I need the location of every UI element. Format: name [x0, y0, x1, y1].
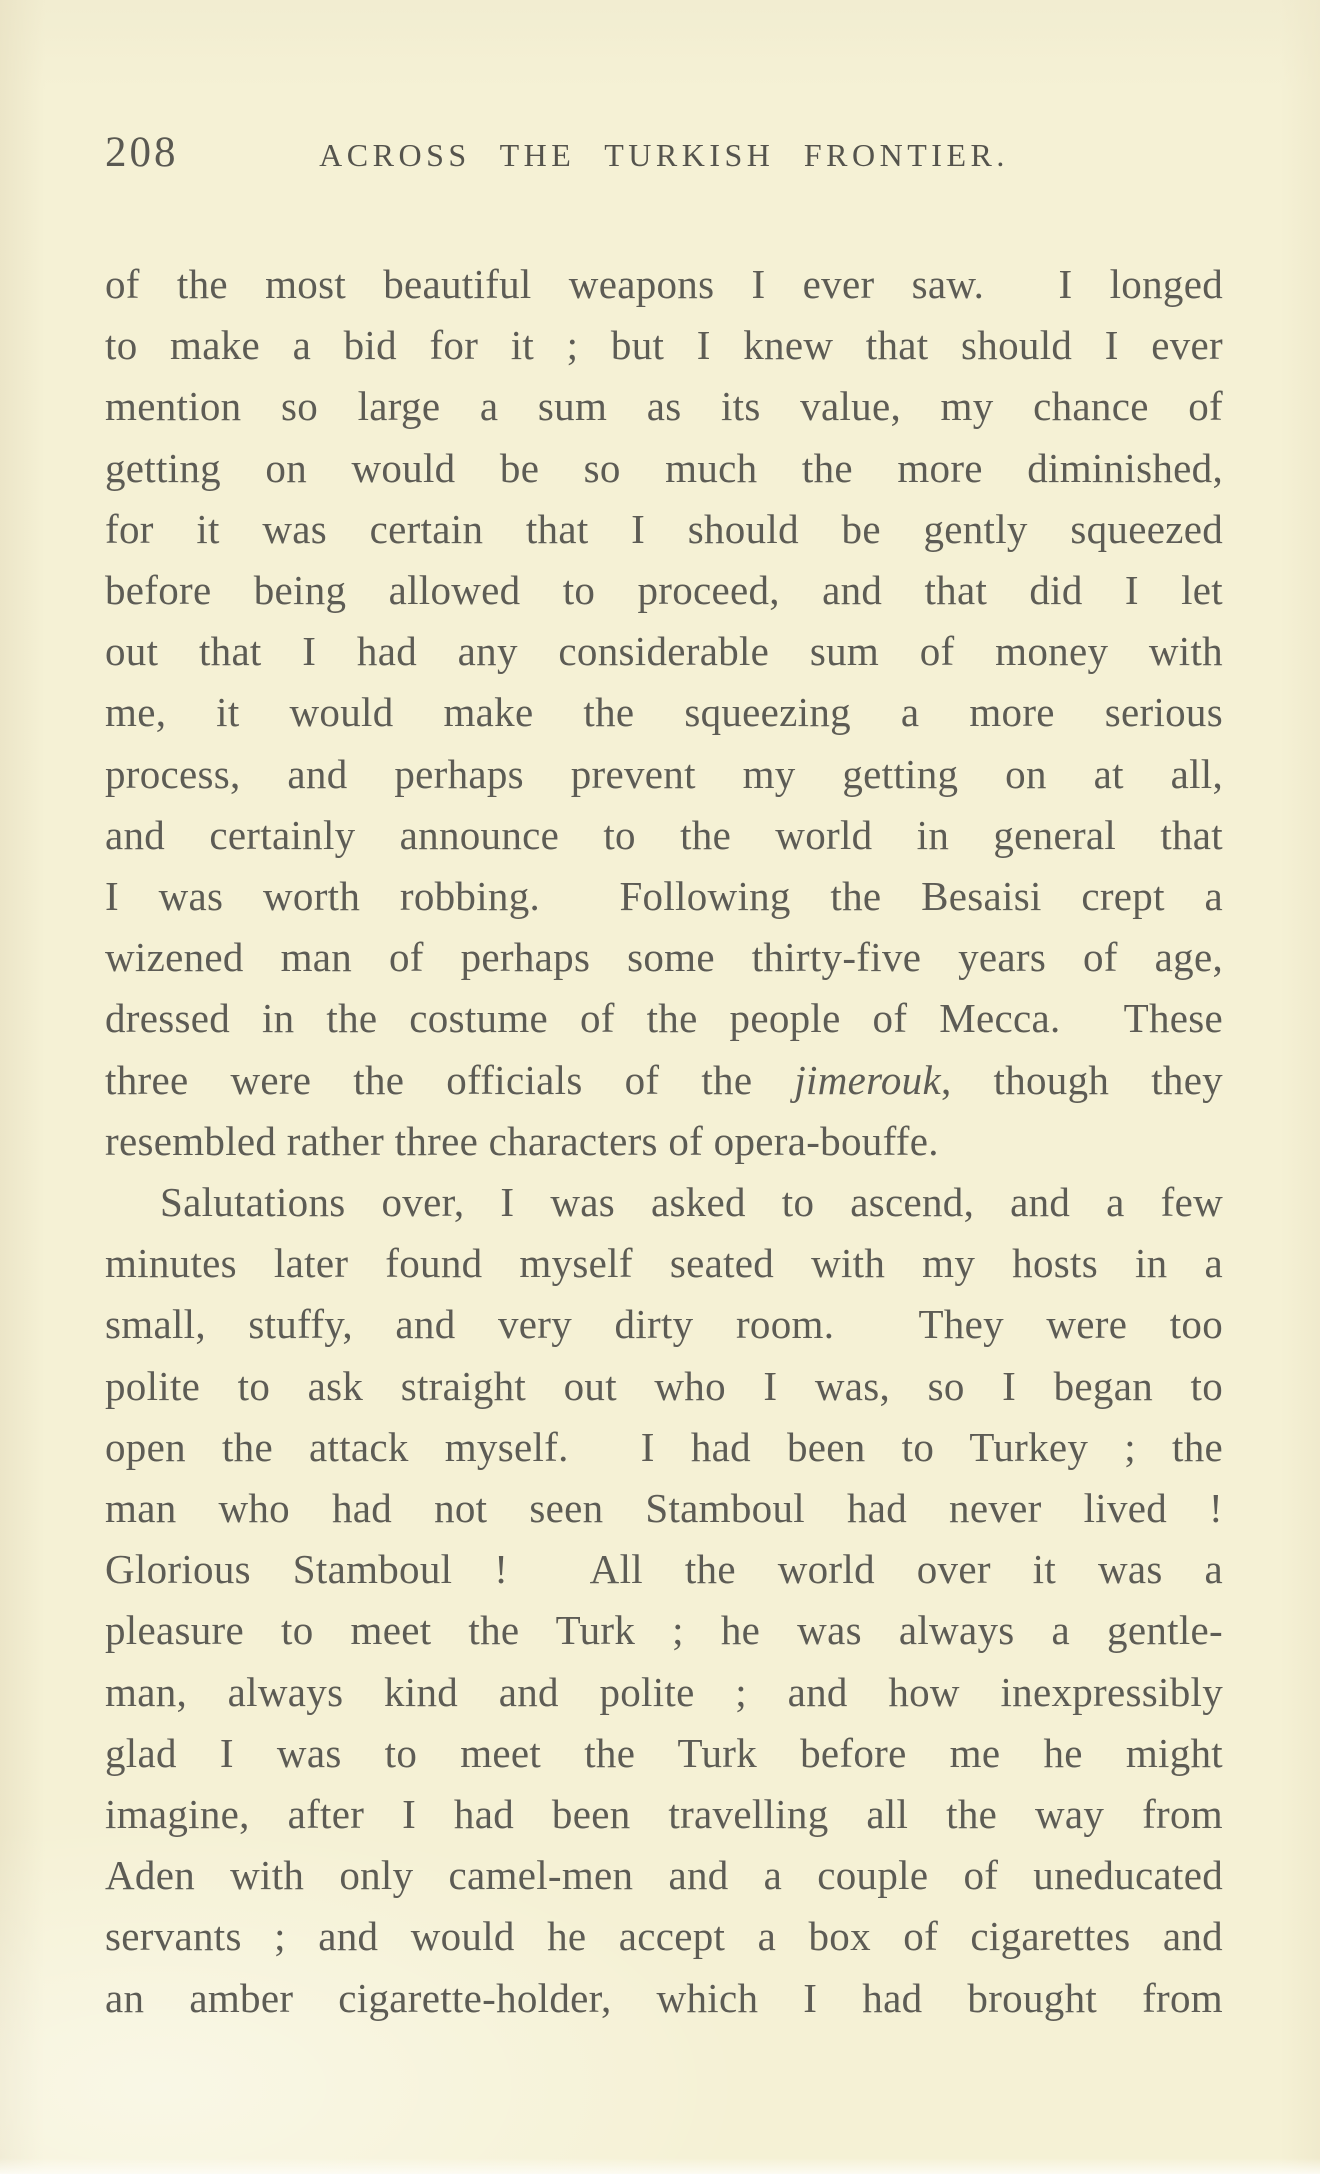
text-segment: minutes later found myself seated with my hosts in a [105, 1240, 1223, 1287]
text-line [105, 1662, 1223, 1723]
text-line [105, 1784, 1223, 1845]
text-line [105, 1968, 1223, 2029]
text-segment: process, and perhaps prevent my getting on at all, [105, 750, 1223, 797]
text-segment: glad I was to meet the Turk before me he might [105, 1729, 1223, 1776]
text-segment: imagine, after I had been travelling all the way from [105, 1791, 1223, 1838]
text-line [105, 1906, 1223, 1967]
text-line [105, 1845, 1223, 1906]
text-line [105, 438, 1223, 499]
text-segment: small, stuffy, and very dirty room. They were too [105, 1301, 1223, 1348]
text-segment: open the attack myself. I had been to Turkey ; the [105, 1423, 1223, 1470]
text-line [105, 315, 1223, 376]
text-line [105, 1294, 1223, 1355]
text-line [105, 682, 1223, 743]
text-line [105, 499, 1223, 560]
text-segment: to make a bid for it ; but I knew that should I ever [105, 322, 1223, 369]
text-line [105, 560, 1223, 621]
text-segment: , though they [940, 1056, 1223, 1103]
text-segment: Salutations over, I was asked to ascend, and a few [160, 1179, 1223, 1226]
text-segment: me, it would make the squeezing a more serious [105, 689, 1223, 736]
text-line [105, 866, 1223, 927]
text-line [105, 621, 1223, 682]
text-line [105, 1539, 1223, 1600]
text-segment: pleasure to meet the Turk ; he was always a gentle- [105, 1607, 1223, 1654]
text-segment: out that I had any considerable sum of money with [105, 628, 1223, 675]
text-line [105, 1233, 1223, 1294]
text-line [105, 744, 1223, 805]
text-line [105, 1600, 1223, 1661]
text-segment: Aden with only camel-men and a couple of uneducated [105, 1852, 1223, 1899]
text-line [105, 1723, 1223, 1784]
text-line [105, 1050, 1223, 1111]
text-line [105, 927, 1223, 988]
page-body [105, 254, 1223, 2029]
text-segment: wizened man of perhaps some thirty-five years of age, [105, 934, 1223, 981]
page-number: 208 [105, 129, 179, 176]
text-segment: polite to ask straight out who I was, so I began to [105, 1362, 1223, 1409]
text-segment: resembled rather three characters of opera-bouffe. [105, 1117, 939, 1164]
page-header [105, 129, 1223, 177]
text-segment: and certainly announce to the world in general that [105, 811, 1223, 858]
text-segment: man, always kind and polite ; and how inexpressibly [105, 1668, 1223, 1715]
text-line [105, 988, 1223, 1049]
text-line [105, 1478, 1223, 1539]
text-line [105, 1111, 1223, 1172]
text-line [105, 1356, 1223, 1417]
running-title: ACROSS THE TURKISH FRONTIER. [319, 137, 1009, 173]
text-segment: servants ; and would he accept a box of cigarettes and [105, 1913, 1223, 1960]
text-segment: I was worth robbing. Following the Besaisi crept a [105, 873, 1223, 920]
text-segment: mention so large a sum as its value, my chance of [105, 383, 1223, 430]
text-segment: of the most beautiful weapons I ever saw. I longed [105, 261, 1223, 307]
text-segment: man who had not seen Stamboul had never lived ! [105, 1485, 1223, 1532]
text-line [105, 805, 1223, 866]
text-segment: for it was certain that I should be gently squeezed [105, 505, 1223, 552]
text-segment: before being allowed to proceed, and that did I let [105, 567, 1223, 614]
text-segment: three were the officials of the [105, 1056, 795, 1103]
text-line [105, 1417, 1223, 1478]
italic-word: jimerouk [794, 1056, 941, 1103]
text-line [105, 254, 1223, 315]
text-line [105, 376, 1223, 437]
text-segment: Glorious Stamboul ! All the world over it was a [105, 1546, 1223, 1593]
text-segment: dressed in the costume of the people of Mecca. These [105, 995, 1223, 1042]
text-segment: getting on would be so much the more diminished, [105, 444, 1223, 491]
text-segment: an amber cigarette-holder, which I had brought from [105, 1974, 1223, 2021]
text-line [105, 1172, 1223, 1233]
